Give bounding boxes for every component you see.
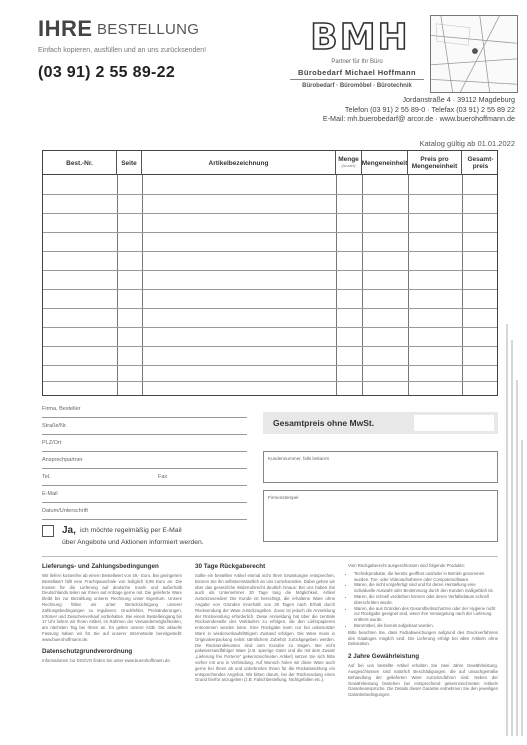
terms-delivery-text: Wir liefern kostenfrei ab einem Bestellwert von 49,- Euro. Bei geringerem Bestellwert fällt eine Frachtpauschale von lediglich 5,95 Euro an. Die Kosten für die Lieferung auf deutsche Inseln und außerhalb Deutschlands teilen wir Ihnen auf Anfrage gerne mit. Die gelieferte Ware bleibt bis zur Bezahlung unserer Rechnung unser Eigentum. Unsere Rechnung fällen wir unter Berücksichtigung unserer Zahlungsbedingungen zu regulieren. Druckfehler, Preisänderungen, Irrtümer und Zwischenverkauf vorbehalten. Bei einem Bestelleingang bis 17 Uhr liefern wir Ihnen Artikel, im Rahmen der Versandermöglichkeiten, am nächsten Tag bei Ihnen an. Es gelten unsere AGB. Die aktuelle Fassung haben wir für Sie auf unserer Internetseite bereitgestellt: www.buerohoffmann.de. (42, 573, 182, 642)
table-row-line (43, 381, 497, 382)
field-strasse[interactable]: Straße/Nr. (42, 419, 247, 435)
logo-company-name: Bürobedarf Michael Hoffmann (298, 68, 416, 77)
table-row-line (43, 251, 497, 252)
terms-dsgvo-text: Informationen zur DSGVO finden Sie unter www.buerohoffmann.de. (42, 657, 171, 663)
company-stamp-field[interactable] (263, 490, 498, 542)
logo-divider (290, 79, 424, 80)
terms-warranty-title: 2 Jahre Gewährleistung (348, 653, 420, 661)
col-header-seite: Seite (117, 151, 142, 175)
company-logo (290, 15, 518, 97)
svg-text:BMH: BMH (310, 17, 410, 56)
terms-column-delivery (42, 563, 182, 663)
terms-delivery-title: Lieferungs- und Zahlungsbedingungen (42, 563, 159, 570)
company-address (323, 95, 515, 124)
total-price-field[interactable] (414, 415, 494, 431)
col-divider (117, 175, 118, 395)
logo-tagline: Partner für Ihr Büro (331, 59, 383, 65)
header-title: IHRE (38, 16, 93, 41)
list-item: • Waren, die nicht vorgefertigt sind und für deren Herstellung eine individuelle Auswahl oder Bestimmung durch den Kunden maßgeblich ist. (354, 582, 498, 594)
order-phone-number: (03 91) 2 55 89-22 (38, 64, 176, 81)
opt-in-line2: über Angebote und Aktionen informiert werden. (62, 539, 204, 546)
list-item: • Technikprodukte, die bereits geöffnet und/oder in Betrieb genommen wurden. Ton- oder Videoaufnahmen oder Computersoftware. (354, 571, 498, 583)
bmh-logo-letters (300, 16, 420, 56)
section-divider (42, 556, 498, 557)
terms-warranty-text: Auf bei uns bestellte Artikel erhalten Sie zwei Jahre Gewährleistung. Ausgeschlossen sind natürlich Beschädigungen, die auf unsachgemäße Behandlung der gelieferten Ware zurückzuführen sind. Neben der Gewährleistung bestehen bei entsprechend gekennzeichneten Artikeln Garantieansprüche. Die Details dieser Garantie entnehmen Sie den jeweiligen Garantiebedingungen. (348, 663, 498, 698)
col-header-preis: Preis pro Mengeneinheit (408, 151, 462, 175)
col-header-best-nr: Best.-Nr. (43, 151, 117, 175)
col-header-mengeneinheit: Mengeneinheit (362, 151, 408, 175)
field-email[interactable]: E-Mail (42, 487, 247, 503)
catalog-validity: Katalog gültig ab 01.01.2022 (419, 139, 515, 148)
col-divider (462, 175, 463, 395)
table-row-line (43, 194, 497, 195)
list-item: • Waren, die schnell verderben können oder deren Verfallsdatum schnell überschritten würde. (354, 594, 498, 606)
list-item: • Büromöbel, die bereits aufgebaut wurden. (354, 623, 498, 629)
total-price-box (263, 412, 498, 434)
field-plz-ort[interactable]: PLZ/Ort (42, 436, 247, 452)
address-email-web: E-Mail: mh.buerobedarf@ arcor.de · www.buerohoffmann.de (322, 114, 515, 123)
col-divider (142, 175, 143, 395)
address-street: Jordanstraße 4 · 39112 Magdeburg (402, 95, 515, 104)
table-header-row (43, 151, 497, 175)
newsletter-opt-in (42, 525, 252, 551)
terms-exclusion-title: Vom Rückgaberecht ausgeschlossen sind folgende Produkte: (348, 563, 466, 568)
terms-dsgvo-title: Datenschutzgrundverordnung (42, 647, 133, 655)
table-row-line (43, 232, 497, 233)
col-divider (336, 175, 337, 395)
table-row-line (43, 365, 497, 366)
table-row-line (43, 346, 497, 347)
opt-in-ja: Ja, (62, 525, 76, 536)
col-divider (362, 175, 363, 395)
field-fax-label: Fax (158, 474, 168, 480)
newsletter-checkbox[interactable] (42, 525, 54, 537)
header-instruction: Einfach kopieren, ausfüllen und an uns zurücksenden! (38, 47, 207, 54)
terms-return-text: Sollte ein bestellter Artikel einmal nicht Ihren Erwartungen entsprechen, können Sie ihn selbstverständlich an uns zurücksenden. Dabei gehen wir über das gesetzliche Widerrufsrecht deutlich hinaus: Bei uns haben Sie auch als Unternehmer 30 Tage lang die Möglichkeit, Artikel zurückzusenden! Die Kunde ist berechtigt, die erhaltene Ware ohne Angabe von Gründen innerhalb von 30 Tagen nach Erhalt durch Rücksendung der Ware zurückzugeben. Zuvor ist jedoch die Anmeldung der Rücksendung erforderlich. Diese Anmeldung hat über die zentrale Rücksendestelle des Verkäufers zu erfolgen, die den Lieferpapieren entnommen werden kann. Eine Rückgabe kann nur bei unbenutzter Ware in wiederverkaufsfähigem Zustand erfolgen. Die Ware muss in Originalverpackung nebst sämtlichem Zubehör zurückgegeben werden. Die Rücksendekosten sind vom Kunden zu tragen. Bei nicht paketversandfähiger Ware (z.B. sperrige Güter und die mit dem Zusatz „Lieferung frei Porterre“ gekennzeichneten Artikel) setzen Sie sich bitte vorher mit uns in Verbindung. Auf Wunsch holen wir diese Ware auch gerne bei Ihnen ab und unterbreiten Ihnen für die Rückabwicklung ein entsprechendes Angebot. Wir bitten darum, bei der Rücksendung einen Grund hierfür anzugeben (z.B. Falschbestellung, Nichtgefallen etc.). (195, 573, 335, 683)
field-ansprechpartner[interactable]: Ansprechpartner (42, 453, 247, 469)
field-firma[interactable]: Firma, Besteller (42, 402, 247, 418)
table-row-line (43, 308, 497, 309)
customer-number-label: Kundennummer, falls bekannt (268, 456, 329, 461)
col-header-menge: Menge (Anzahl) (336, 151, 362, 175)
location-map-icon (430, 15, 518, 93)
field-tel[interactable]: Tel. (42, 470, 247, 486)
vertical-fine-print (503, 320, 525, 740)
opt-in-line1: ich möchte regelmäßig per E-Mail (80, 527, 182, 534)
list-item: • Waren, die aus Gründen des Gesundheitsschutzes oder der Hygiene nicht zur Rückgabe geeignet sind, wenn ihre Versiegelung nach der Lieferung entfernt wurde. (354, 606, 498, 623)
table-row-line (43, 289, 497, 290)
terms-column-return (195, 563, 335, 683)
address-tel-fax: Telefon (03 91) 2 55 89-0 · Telefax (03 91) 2 55 89 22 (344, 104, 515, 114)
table-row-line (43, 327, 497, 328)
table-row-line (43, 270, 497, 271)
header-subtitle-bestellung: BESTELLUNG (97, 21, 200, 38)
order-table (42, 150, 498, 396)
logo-services: Bürobedarf · Büromöbel · Bürotechnik (302, 83, 412, 89)
customer-number-field[interactable] (263, 451, 498, 483)
col-header-artikelbezeichnung: Artikelbezeichnung (142, 151, 336, 175)
terms-return-title: 30 Tage Rückgaberecht (195, 563, 266, 570)
terms-exclusion-note: Bitte beachten Sie, dass Farbabweichungen aufgrund des Druckverfahrens des Kataloges möglich sind. Die Lieferung erfolgt bei allen Artikeln ohne Dekoration. (348, 629, 498, 647)
terms-exclusion-list (348, 571, 498, 629)
field-datum-unterschrift[interactable]: Datum/Unterschrift (42, 504, 247, 520)
table-row-line (43, 213, 497, 214)
terms-column-exclusions (348, 563, 498, 698)
col-header-gesamtpreis: Gesamt-preis (467, 156, 494, 170)
company-stamp-label: Firmenstempel (268, 495, 299, 500)
col-divider (408, 175, 409, 395)
total-price-label: Gesamtpreis ohne MwSt. (273, 418, 375, 428)
